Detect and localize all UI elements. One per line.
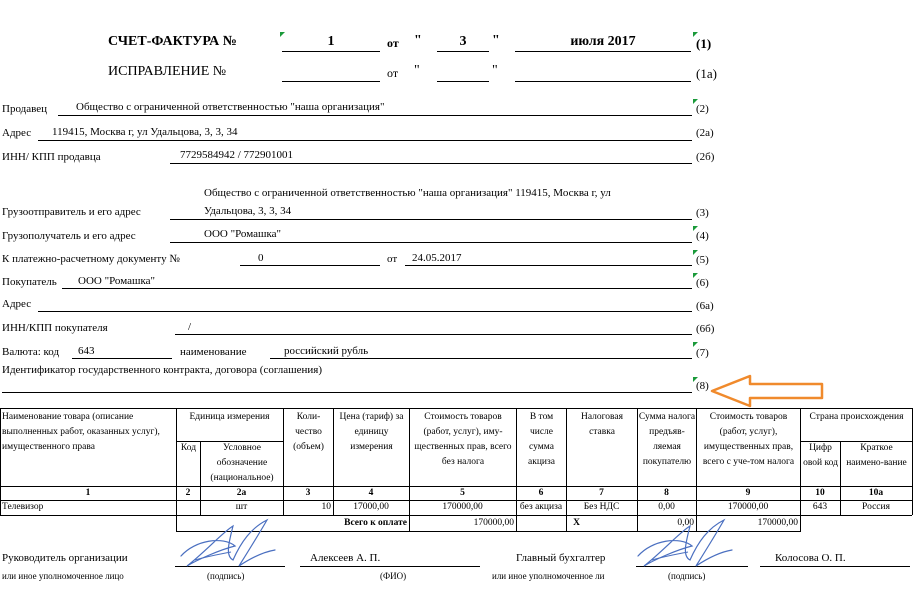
head-sign-sub: (подпись) [207,571,245,581]
payment-doc-date: 24.05.2017 [412,252,462,264]
col-number: 10а [868,488,884,498]
correction-title: ИСПРАВЛЕНИЕ № [108,64,227,79]
col-number: 9 [745,488,751,498]
row-rate: Без НДС [583,502,620,512]
consignee-value: ООО "Ромашка" [204,228,281,240]
payment-doc-from: от [387,253,398,265]
buyer-address-label: Адрес [2,298,32,310]
head-name: Алексеев А. П. [310,552,381,564]
invoice-from-label: от [387,36,399,50]
contract-label: Идентификатор государственного контракта, договора (соглашения) [2,364,323,376]
row-country-code: 643 [812,502,828,512]
shipper-label: Грузоотправитель и его адрес [2,206,141,218]
field-code-8: (8) [696,380,709,392]
total-sum-no-tax: 170000,00 [473,518,514,528]
col-header-code: Код [180,443,197,453]
currency-name-label: наименование [180,346,247,358]
correction-quote-close: " [492,63,498,78]
currency-name-value: российский рубль [284,345,369,357]
row-unit: шт [235,502,248,512]
total-sum-with-tax: 170000,00 [757,518,798,528]
field-code-1a: (1а) [696,66,717,81]
correction-from-label: от [387,66,399,80]
accountant-name: Колосова О. П. [775,552,846,564]
col-number: 4 [368,488,374,498]
col-header-price: Цена (тариф) за единицу измерения [339,412,404,452]
fio-sub: (ФИО) [380,571,407,581]
inn-value: 7729584942 / 772901001 [180,149,294,161]
row-sum-no-tax: 170000,00 [442,502,483,512]
col-header-unit-group: Единица измерения [189,412,270,422]
field-code-6: (6) [696,277,709,289]
col-header-tax: Сумма налога предъяв-ляемая покупателю [638,412,696,467]
row-qty: 10 [321,502,331,512]
address-label: Адрес [2,127,32,139]
field-code-2a: (2а) [696,127,714,139]
field-code-6a: (6а) [696,300,714,312]
col-header-country-name: Краткое наимено-вание [846,443,907,468]
accountant-sign-sub: (подпись) [668,571,706,581]
row-sum-with-tax: 170000,00 [727,502,769,512]
row-name: Телевизор [2,502,44,512]
total-label: Всего к оплате [344,518,407,528]
currency-label: Валюта: код [2,346,60,358]
col-header-excise: В том числе сумма акциза [528,412,555,467]
row-excise: без акциза [519,502,563,512]
accountant-sub: или иное уполномоченное ли [492,571,605,581]
head-signature-icon [175,512,280,574]
arrow-left-icon [710,374,825,408]
field-code-1: (1) [696,36,712,51]
col-header-rate: Налоговая ставка [580,412,623,437]
field-code-3: (3) [696,207,709,219]
invoice-day: 3 [459,34,467,49]
quote-open: " [414,33,422,48]
col-number: 2 [185,488,191,498]
invoice-title: СЧЕТ-ФАКТУРА № [108,34,237,49]
col-header-country-group: Страна происхождения [809,412,904,422]
shipper-value-line1: Общество с ограниченной ответственностью "наша организация" 119415, Москва г, ул [204,187,611,199]
col-header-sum-with-tax: Стоимость товаров (работ, услуг), имущественных прав, всего с уче-том налога [702,412,795,467]
field-code-7: (7) [696,347,709,359]
col-number: 7 [599,488,604,498]
address-value: 119415, Москва г, ул Удальцова, 3, 3, 34 [52,126,238,138]
accountant-label: Главный бухгалтер [516,552,606,564]
currency-code: 643 [78,345,95,357]
quote-close: " [492,33,500,48]
head-sub: или иное уполномоченное лицо [2,571,124,581]
head-label: Руководитель организации [2,552,128,564]
buyer-value: ООО "Ромашка" [78,275,155,287]
field-code-2b: (2б) [696,151,715,163]
accountant-signature-icon [632,512,752,574]
seller-label: Продавец [2,103,48,115]
field-code-2: (2) [696,103,709,115]
buyer-label: Покупатель [2,276,57,288]
col-header-unit-symbol: Условное обозначение (национальное) [210,443,274,483]
col-number: 5 [460,488,465,498]
col-header-sum-no-tax: Стоимость товаров (работ, услуг), иму-щественных прав, всего без налога [414,412,512,467]
correction-quote-open: " [414,63,420,78]
total-x-mark: Х [573,518,580,528]
row-tax: 0,00 [658,502,675,512]
seller-value: Общество с ограниченной ответственностью "наша организация" [76,101,385,113]
col-number: 1 [85,488,91,498]
payment-doc-label: К платежно-расчетному документу № [2,253,180,265]
col-number: 6 [538,488,544,498]
buyer-inn-value: / [188,321,192,333]
col-header-country-code: Цифр овой код [803,443,838,468]
col-number: 10 [815,488,825,498]
col-number: 2а [236,488,247,498]
row-country-name: Россия [862,502,890,512]
buyer-inn-label: ИНН/КПП покупателя [2,322,108,334]
field-code-5: (5) [696,254,709,266]
total-tax: 0,00 [677,518,694,528]
field-code-6b: (6б) [696,323,715,335]
field-code-4: (4) [696,230,709,242]
shipper-value-line2: Удальцова, 3, 3, 34 [204,205,292,217]
payment-doc-number: 0 [258,252,264,264]
consignee-label: Грузополучатель и его адрес [2,230,136,242]
invoice-number: 1 [327,34,335,49]
col-number: 3 [305,488,311,498]
inn-label: ИНН/ КПП продавца [2,151,101,163]
invoice-month-year: июля 2017 [570,34,636,49]
col-header-qty: Коли-чество (объем) [293,412,324,452]
col-header-name: Наименование товара (описание выполненных работ, оказанных услуг), имущественного права [2,412,160,452]
col-number: 8 [664,488,669,498]
row-price: 17000,00 [353,502,389,512]
